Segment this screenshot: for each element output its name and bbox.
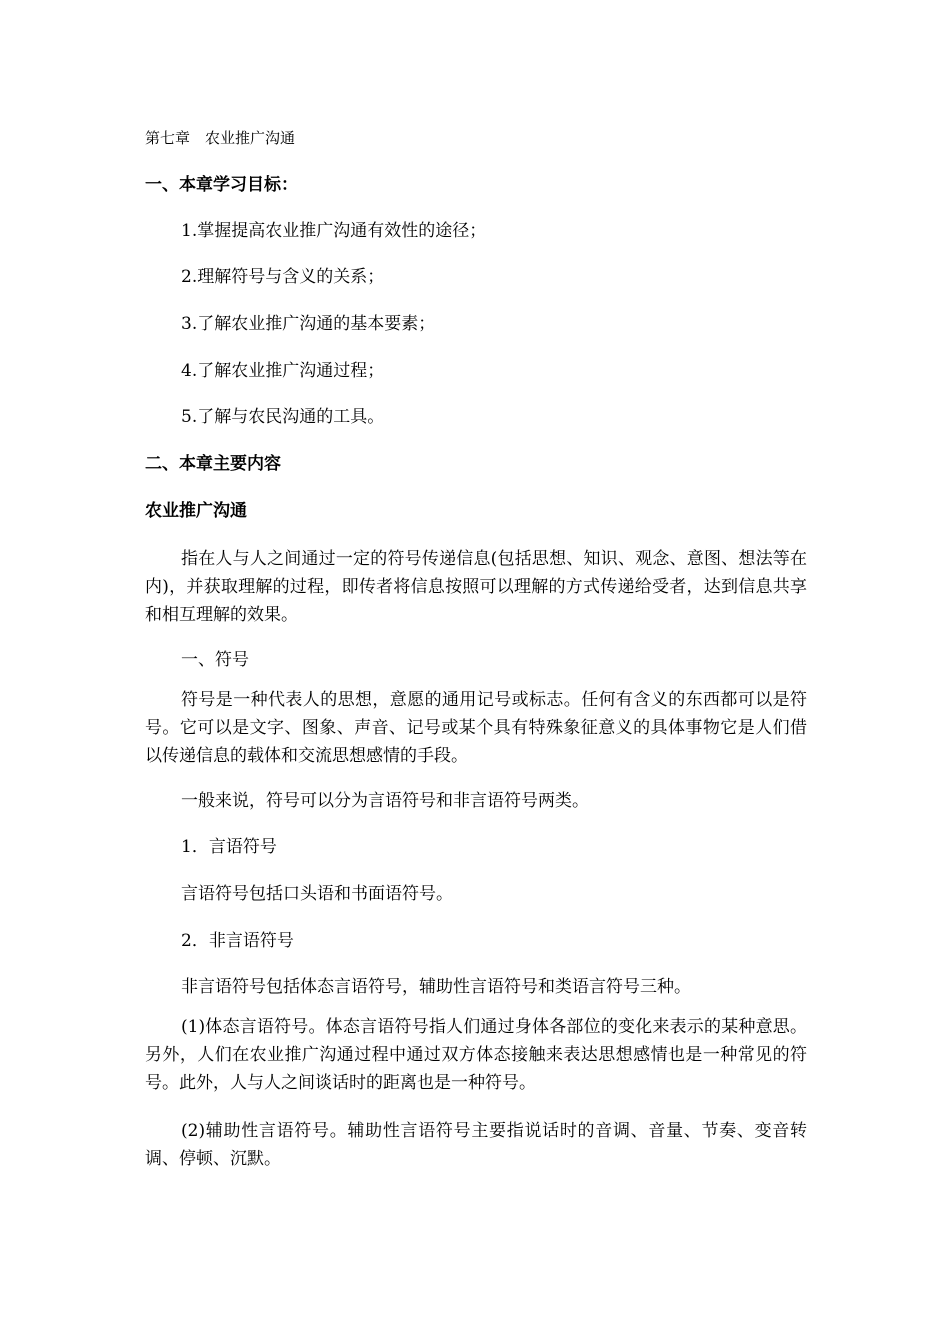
symbol-heading: 一、符号	[181, 650, 249, 670]
nonverbal-paragraph: 非言语符号包括体态言语符号，辅助性言语符号和类语言符号三种。	[181, 977, 691, 997]
objective-item: 5.了解与农民沟通的工具。	[181, 407, 385, 427]
verbal-paragraph: 言语符号包括口头语和书面语符号。	[181, 884, 453, 904]
verbal-heading: 1．言语符号	[181, 837, 277, 857]
symbol-paragraph: 符号是一种代表人的思想，意愿的通用记号或标志。任何有含义的东西都可以是符号。它可以是文字、图象、声音、记号或某个具有特殊象征意义的具体事物它是人们借以传递信息的载体和交流思想感情的手段。	[145, 690, 807, 766]
body-language-paragraph: (1)体态言语符号。体态言语符号指人们通过身体各部位的变化来表示的某种意思。另外，人们在农业推广沟通过程中通过双方体态接触来表达思想感情也是一种常见的符号。此外，人与人之间谈话时的距离也是一种符号。	[145, 1017, 807, 1093]
subheading: 农业推广沟通	[145, 501, 247, 521]
classify-paragraph: 一般来说，符号可以分为言语符号和非言语符号两类。	[181, 791, 589, 811]
section1-heading: 一、本章学习目标：	[145, 175, 298, 195]
objective-item: 4.了解农业推广沟通过程；	[181, 361, 385, 381]
section2-heading: 二、本章主要内容	[145, 454, 281, 474]
auxiliary-paragraph: (2)辅助性言语符号。辅助性言语符号主要指说话时的音调、音量、节奏、变音转调、停顿、沉默。	[145, 1121, 807, 1169]
objective-item: 2.理解符号与含义的关系；	[181, 267, 385, 287]
nonverbal-heading: 2．非言语符号	[181, 931, 294, 951]
objective-item: 3.了解农业推广沟通的基本要素；	[181, 314, 436, 334]
objective-item: 1.掌握提高农业推广沟通有效性的途径；	[181, 221, 487, 241]
definition-paragraph: 指在人与人之间通过一定的符号传递信息(包括思想、知识、观念、意图、想法等在内)，并获取理解的过程，即传者将信息按照可以理解的方式传递给受者，达到信息共享和相互理解的效果。	[145, 549, 807, 625]
chapter-title: 第七章 农业推广沟通	[145, 129, 296, 147]
